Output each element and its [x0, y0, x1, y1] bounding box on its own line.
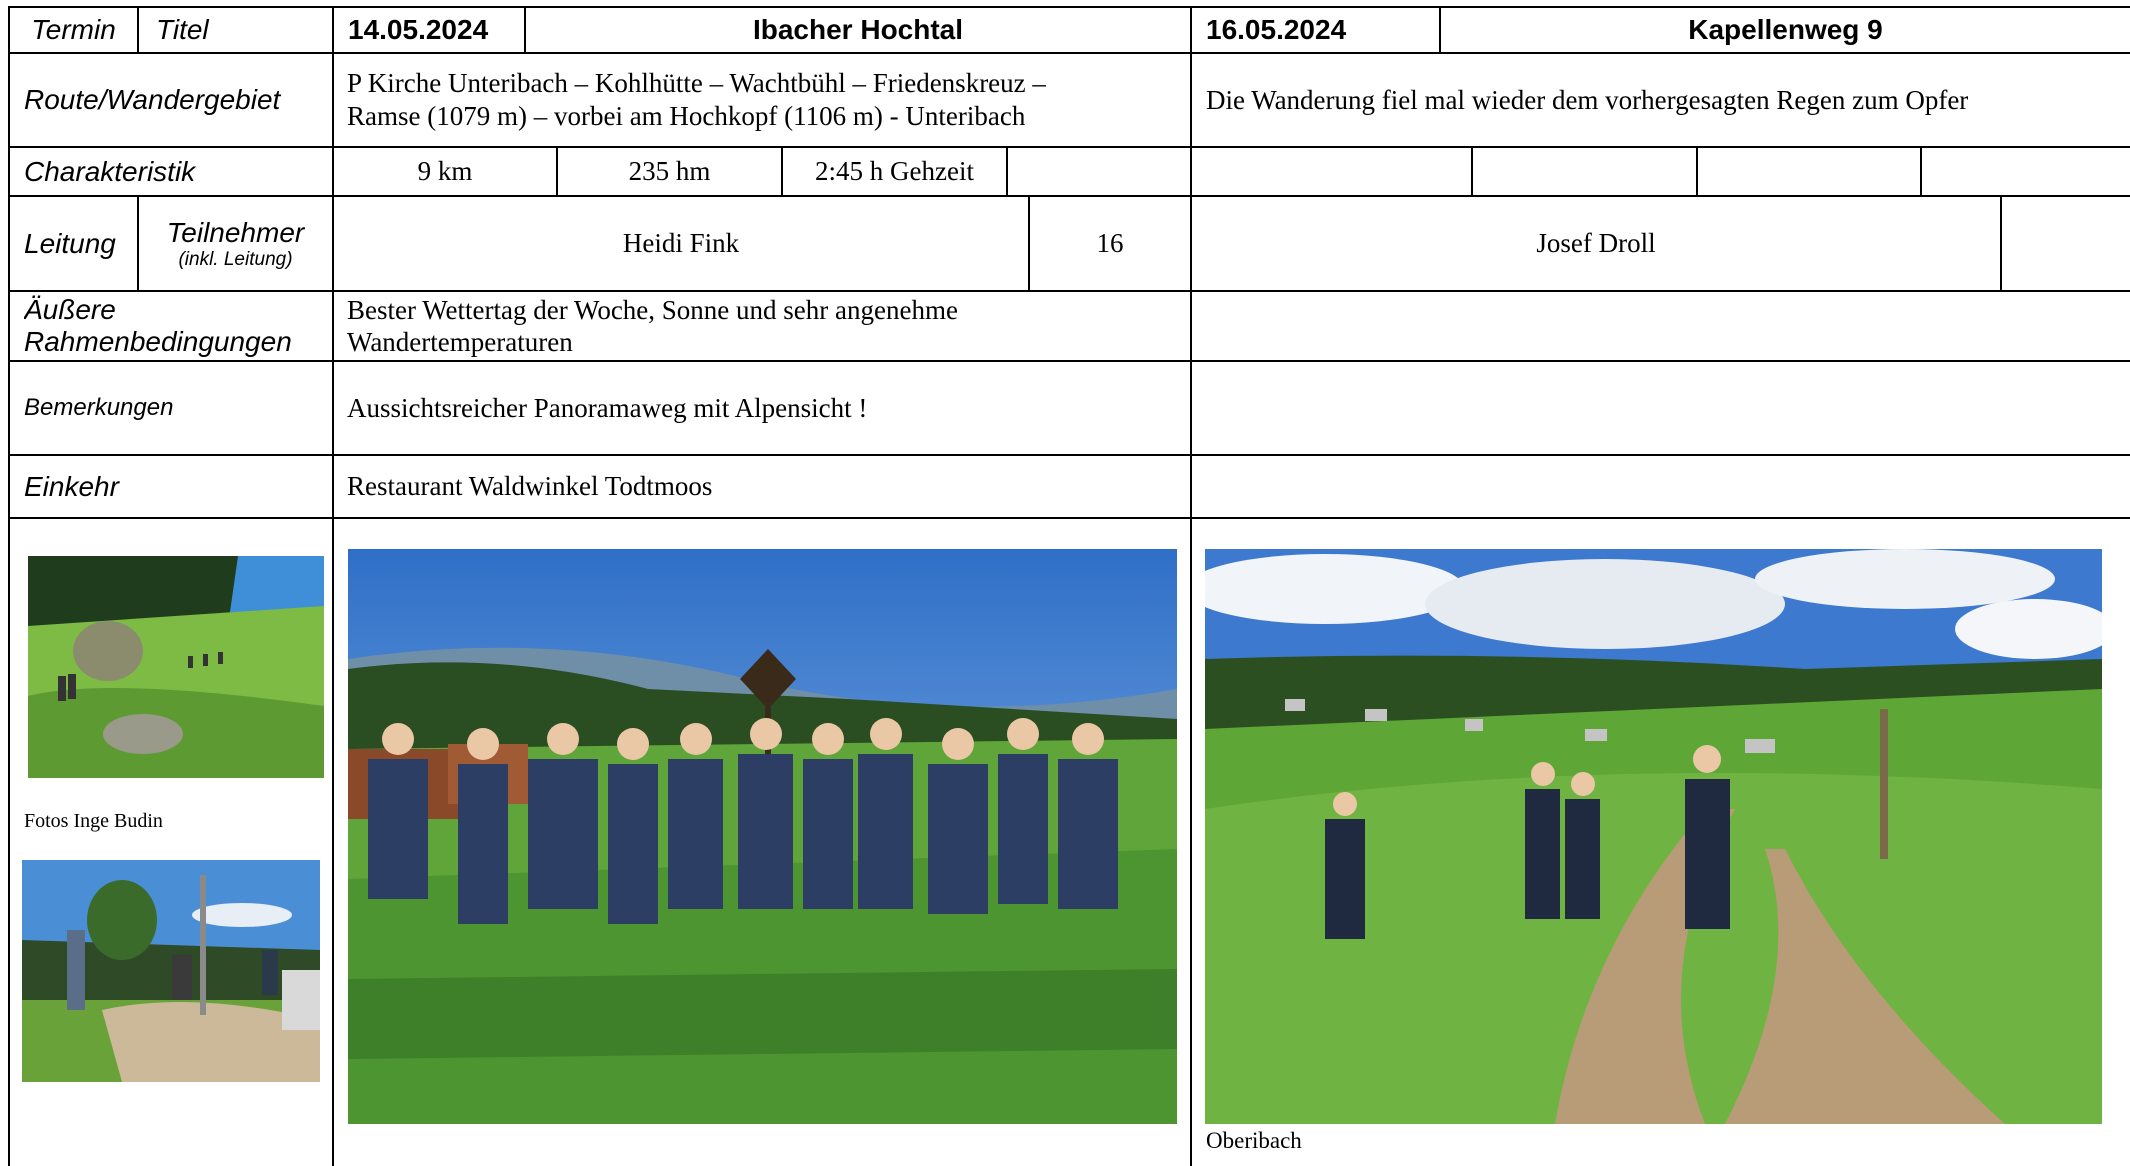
route-left-line2: Ramse (1079 m) – vorbei am Hochkopf (1106 m) - Unteribach — [347, 101, 1026, 131]
route-left — [347, 54, 1187, 146]
conditions-label-line1: Äußere — [24, 294, 116, 325]
route-label: Route/Wandergebiet — [24, 84, 281, 115]
leitung-label: Leitung — [24, 227, 116, 259]
leader-left: Heidi Fink — [622, 228, 740, 258]
route-right: Die Wanderung fiel mal wieder dem vorhergesagten Regen zum Opfer — [1206, 84, 1969, 115]
photo-caption-right: Oberibach — [1206, 1128, 1302, 1153]
termin-label: Termin — [31, 14, 116, 45]
remarks-left: Aussichtsreicher Panoramaweg mit Alpensicht ! — [347, 392, 868, 423]
stop-label: Einkehr — [24, 470, 119, 502]
participants-left: 16 — [1096, 228, 1124, 258]
title-right: Kapellenweg 9 — [1688, 14, 1883, 45]
remarks-label: Bemerkungen — [24, 394, 174, 421]
characteristics-label: Charakteristik — [24, 155, 196, 187]
photo-group — [348, 549, 1177, 1124]
titel-label: Titel — [156, 14, 209, 45]
teilnehmer-label: Teilnehmer — [166, 216, 305, 248]
conditions-left-line1: Bester Wettertag der Woche, Sonne und sehr angenehme — [347, 295, 958, 325]
conditions-left — [347, 292, 1187, 360]
distance-value: 9 km — [417, 156, 473, 186]
photo-rest-area — [22, 860, 320, 1082]
photo-credit: Fotos Inge Budin — [24, 809, 163, 832]
photo-oberibach — [1205, 549, 2102, 1124]
title-left: Ibacher Hochtal — [752, 14, 964, 45]
conditions-label-line2: Rahmenbedingungen — [24, 326, 292, 357]
conditions-left-line2: Wandertemperaturen — [347, 327, 573, 357]
elevation-value: 235 hm — [628, 156, 711, 186]
duration-value: 2:45 h Gehzeit — [815, 156, 974, 186]
photo-hikers-meadow — [28, 556, 324, 778]
date-left: 14.05.2024 — [348, 14, 489, 45]
conditions-label — [24, 292, 330, 360]
teilnehmer-label-cell — [139, 197, 332, 290]
route-left-line1: P Kirche Unteribach – Kohlhütte – Wachtbühl – Friedenskreuz – — [347, 68, 1046, 98]
teilnehmer-note: (inkl. Leitung) — [178, 248, 293, 270]
stop-left: Restaurant Waldwinkel Todtmoos — [347, 471, 713, 501]
leader-right: Josef Droll — [1536, 228, 1656, 258]
date-right: 16.05.2024 — [1206, 14, 1347, 45]
